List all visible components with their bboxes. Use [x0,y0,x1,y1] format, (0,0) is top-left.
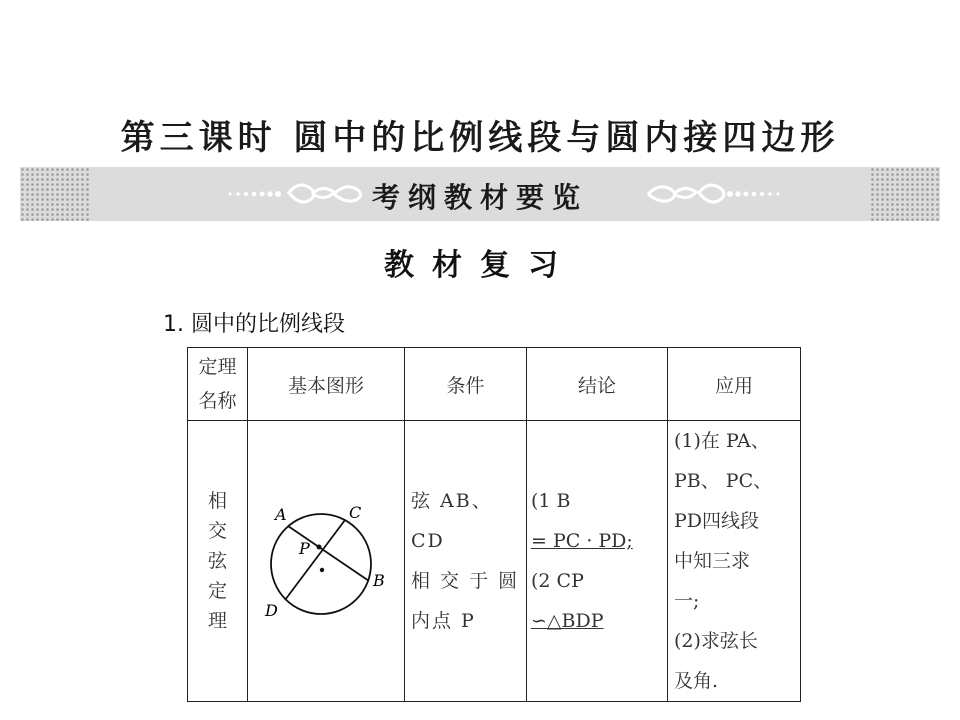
label-c: C [349,502,362,522]
label-a: A [275,504,287,524]
section-title: 教材复习 [384,248,576,283]
header-theorem-name: 定理 名称 [188,348,248,421]
chord-cd [285,520,345,600]
label-p: P [299,538,310,558]
label-b: B [373,570,385,590]
conclusion-cell: (1 B = PC · PD; (2 CP ∽△BDP [527,421,668,702]
section-banner [20,167,940,221]
table-row [188,421,801,702]
label-d: D [265,600,278,620]
center-point [320,567,324,571]
banner-title: 考纲教材要览 [371,181,588,214]
table-header-row [188,348,801,421]
condition-cell: 弦 AB、CD 相 交 于 圆 内点 P [405,421,527,702]
lesson-title: 第三课时 圆中的比例线段与圆内接四边形 [120,118,840,158]
theorem-name-cell: 相 交 弦 定 理 [188,421,248,702]
figure-cell [248,421,405,702]
subsection-title: 1. 圆中的比例线段 [163,312,345,337]
header-application: 应用 [668,348,801,421]
header-conclusion: 结论 [527,348,668,421]
header-basic-figure: 基本图形 [248,348,405,421]
intersecting-chords-diagram [261,494,391,624]
application-cell: (1)在 PA、 PB、 PC、 PD四线段 中知三求 一; (2)求弦长 及角. [668,421,801,702]
header-condition: 条件 [405,348,527,421]
theorem-table [187,347,801,702]
point-p [317,544,322,549]
